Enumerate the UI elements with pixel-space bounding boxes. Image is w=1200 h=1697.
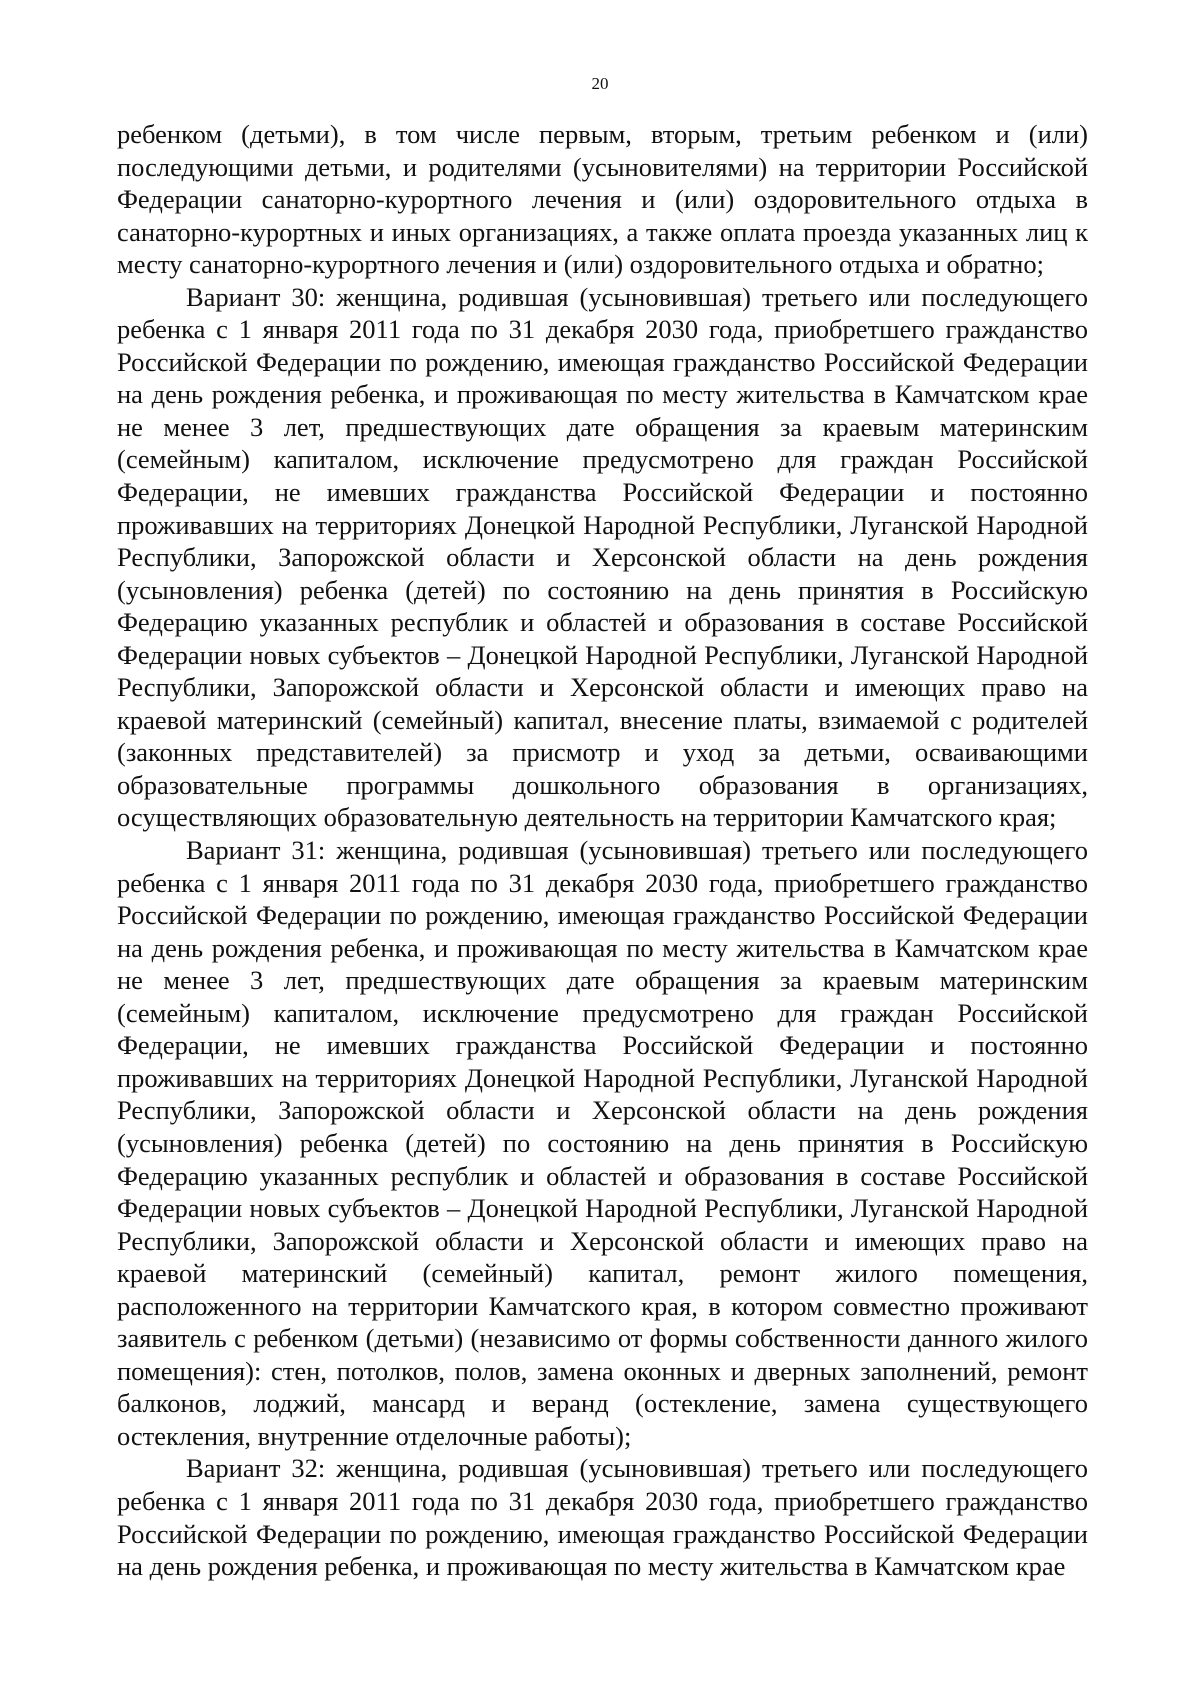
paragraph-variant-31: Вариант 31: женщина, родившая (усыновившая) третьего или последующего ребенка с 1 января 2011 года по 31 декабря 2030 года, приобретшего гражданство Российской Федерации по рождению, имеющая гражданство Российской Федерации на день рождения ребенка, и проживающая по месту жительства в Камчатском крае не менее 3 лет, предшествующих дате обращения за краевым материнским (семейным) капиталом, исключение предусмотрено для граждан Российской Федерации, не имевших гражданства Российской Федерации и постоянно проживавших на территориях Донецкой Народной Республики, Луганской Народной Республики, Запорожской области и Херсонской области на день рождения (усыновления) ребенка (детей) по состоянию на день принятия в Российскую Федерацию указанных республик и областей и образования в составе Российской Федерации новых субъектов – Донецкой Народной Республики, Луганской Народной Республики, Запорожской области и Херсонской области и имеющих право на краевой материнский (семейный) капитал, ремонт жилого помещения, расположенного на территории Камчатского края, в котором совместно проживают заявитель с ребенком (детьми) (независимо от формы собственности данного жилого помещения): стен, потолков, полов, замена оконных и дверных заполнений, ремонт балконов, лоджий, мансард и веранд (остекление, замена существующего остекления, внутренние отделочные работы);: [117, 835, 1088, 1451]
paragraph-variant-32: Вариант 32: женщина, родившая (усыновившая) третьего или последующего ребенка с 1 января 2011 года по 31 декабря 2030 года, приобретшего гражданство Российской Федерации по рождению, имеющая гражданство Российской Федерации на день рождения ребенка, и проживающая по месту жительства в Камчатском крае: [117, 1453, 1088, 1582]
document-body: [117, 118, 1088, 1583]
paragraph-continuation: ребенком (детьми), в том числе первым, вторым, третьим ребенком и (или) последующими детьми, и родителями (усыновителями) на территории Российской Федерации санаторно-курортного лечения и (или) оздоровительного отдыха в санаторно-курортных и иных организациях, а также оплата проезда указанных лиц к месту санаторно-курортного лечения и (или) оздоровительного отдыха и обратно;: [117, 119, 1088, 280]
page-number: 20: [591, 74, 609, 93]
paragraph-variant-30: Вариант 30: женщина, родившая (усыновившая) третьего или последующего ребенка с 1 января 2011 года по 31 декабря 2030 года, приобретшего гражданство Российской Федерации по рождению, имеющая гражданство Российской Федерации на день рождения ребенка, и проживающая по месту жительства в Камчатском крае не менее 3 лет, предшествующих дате обращения за краевым материнским (семейным) капиталом, исключение предусмотрено для граждан Российской Федерации, не имевших гражданства Российской Федерации и постоянно проживавших на территориях Донецкой Народной Республики, Луганской Народной Республики, Запорожской области и Херсонской области на день рождения (усыновления) ребенка (детей) по состоянию на день принятия в Российскую Федерацию указанных республик и областей и образования в составе Российской Федерации новых субъектов – Донецкой Народной Республики, Луганской Народной Республики, Запорожской области и Херсонской области и имеющих право на краевой материнский (семейный) капитал, внесение платы, взимаемой с родителей (законных представителей) за присмотр и уход за детьми, осваивающими образовательные программы дошкольного образования в организациях, осуществляющих образовательную деятельность на территории Камчатского края;: [117, 281, 1088, 833]
